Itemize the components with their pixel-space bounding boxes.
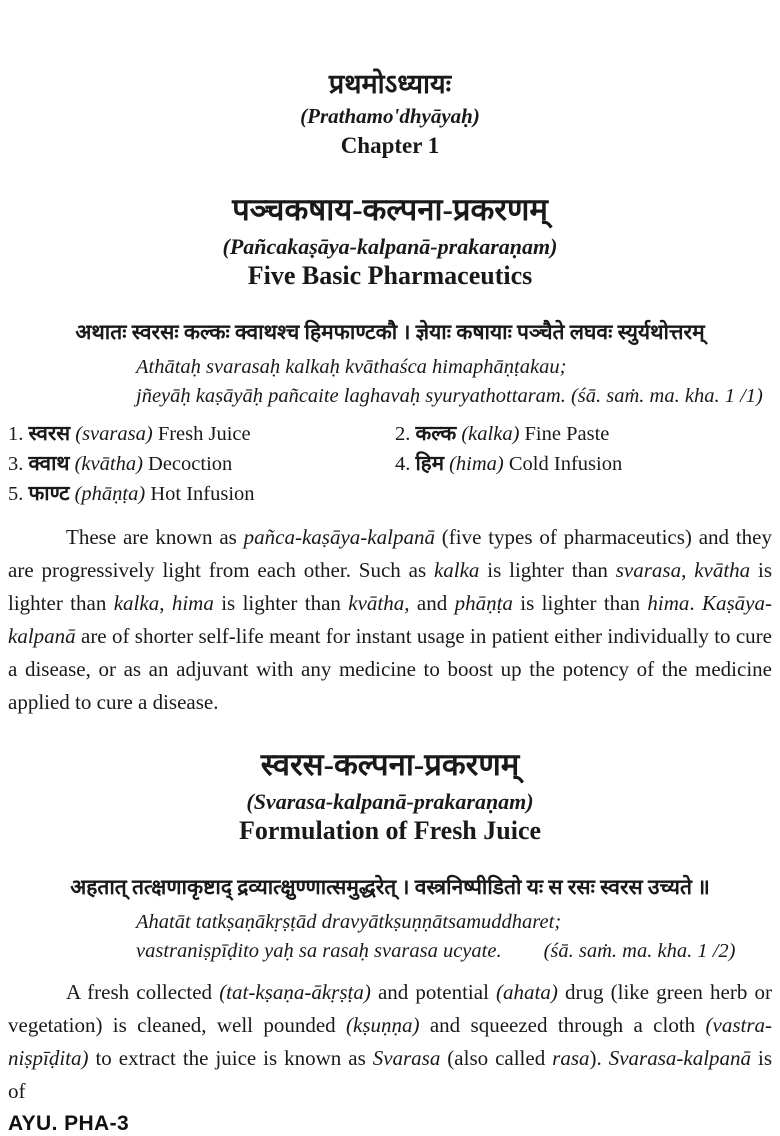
section1-paragraph: These are known as pañca-kaṣāya-kalpanā (five types of pharmaceutics) and they are progressively light from each other. Such as kalka is lighter than svarasa, kvātha is lighter than kalka, hima is lighter than kvātha, and phāṇṭa is lighter than hima. Kaṣāya-kalpanā are of shorter self-life meant for instant usage in patient either individually to cure a disease, or as an adjuvant with any medicine to boost up the potency of the medicine applied to cure a disease. bbox=[8, 525, 773, 714]
list-item-devanagari: क्वाथ bbox=[28, 453, 70, 475]
section1-english-title: Five Basic Pharmaceutics bbox=[247, 261, 533, 290]
list-item-devanagari: हिम bbox=[415, 453, 444, 475]
section1-verse-devanagari: अथातः स्वरसः कल्कः क्वाथश्च हिमफाण्टकौ । ज्ञेयाः कषायाः पञ्चैते लघवः स्युर्यथोत्तरम् bbox=[75, 320, 705, 344]
chapter-heading bbox=[8, 68, 772, 160]
section2-verse-line2 bbox=[136, 937, 772, 966]
list-item-devanagari: कल्क bbox=[415, 423, 457, 445]
section2-english-title: Formulation of Fresh Juice bbox=[238, 816, 542, 845]
section1-heading bbox=[8, 190, 772, 291]
list-item bbox=[8, 449, 395, 479]
list-item-english: Fresh Juice bbox=[157, 423, 251, 445]
section2-verse-citation: (śā. saṁ. ma. kha. 1 /2) bbox=[543, 940, 736, 962]
list-empty-cell bbox=[395, 479, 772, 509]
list-item bbox=[395, 449, 772, 479]
section2-transliteration-title: (Svarasa-kalpanā-prakaraṇam) bbox=[246, 789, 534, 814]
list-item bbox=[8, 419, 395, 449]
section2-heading bbox=[8, 745, 772, 846]
list-item-devanagari: स्वरस bbox=[28, 423, 71, 445]
section1-verse-transliteration bbox=[8, 353, 772, 411]
section1-verse-line2: jñeyāḥ kaṣāyāḥ pañcaite laghavaḥ syuryathottaram. (śā. saṁ. ma. kha. 1 /1) bbox=[136, 385, 763, 407]
list-item-devanagari: फाण्ट bbox=[28, 483, 70, 505]
pharmaceutics-list bbox=[8, 419, 772, 509]
list-item-transliteration: (kalka) bbox=[461, 423, 520, 445]
section2-verse-line2-text: vastraniṣpīḍito yaḥ sa rasaḥ svarasa ucyate. bbox=[136, 940, 502, 962]
list-item-transliteration: (phāṇṭa) bbox=[74, 483, 146, 505]
list-item bbox=[395, 419, 772, 449]
list-item-transliteration: (kvātha) bbox=[74, 453, 143, 475]
chapter-transliteration: (Prathamo'dhyāyaḥ) bbox=[300, 104, 480, 128]
list-item bbox=[8, 479, 395, 509]
section1-devanagari-title: पञ्चकषाय-कल्पना-प्रकरणम् bbox=[232, 192, 548, 227]
chapter-devanagari: प्रथमोऽध्यायः bbox=[328, 69, 452, 99]
list-item-number: 3. bbox=[8, 453, 24, 475]
list-item-transliteration: (hima) bbox=[449, 453, 504, 475]
list-item-english: Decoction bbox=[148, 453, 233, 475]
list-item-english: Fine Paste bbox=[524, 423, 610, 445]
list-item-transliteration: (svarasa) bbox=[75, 423, 153, 445]
section2-devanagari-title: स्वरस-कल्पना-प्रकरणम् bbox=[260, 747, 520, 782]
list-item-english: Cold Infusion bbox=[508, 453, 623, 475]
list-item-english: Hot Infusion bbox=[150, 483, 255, 505]
section2-verse-transliteration bbox=[8, 908, 772, 966]
list-item-number: 5. bbox=[8, 483, 24, 505]
chapter-title: Chapter 1 bbox=[340, 133, 440, 158]
section2-paragraph: A fresh collected (tat-kṣaṇa-ākṛṣṭa) and potential (ahata) drug (like green herb or vegetation) is cleaned, well pounded (kṣuṇṇa) and squeezed through a cloth (vastra-niṣpīḍita) to extract the juice is known as Svarasa (also called rasa). Svarasa-kalpanā is of bbox=[8, 980, 773, 1103]
section2-verse-line1: Ahatāt tatkṣaṇākṛṣṭād dravyātkṣuṇṇātsamuddharet; bbox=[136, 911, 562, 933]
list-item-number: 4. bbox=[395, 453, 411, 475]
list-item-number: 1. bbox=[8, 423, 24, 445]
section2-verse-devanagari: अहतात् तत्क्षणाकृष्टाद् द्रव्यात्क्षुण्णात्समुद्धरेत् । वस्त्रनिष्पीडितो यः स रसः स्वरस उच्यते ॥ bbox=[70, 875, 710, 899]
footer-signature-mark: AYU. PHA-3 bbox=[8, 1112, 130, 1135]
section1-transliteration-title: (Pañcakaṣāya-kalpanā-prakaraṇam) bbox=[222, 234, 558, 259]
list-item-number: 2. bbox=[395, 423, 411, 445]
section1-verse-line1: Athātaḥ svarasaḥ kalkaḥ kvāthaśca himaphāṇṭakau; bbox=[136, 356, 567, 378]
